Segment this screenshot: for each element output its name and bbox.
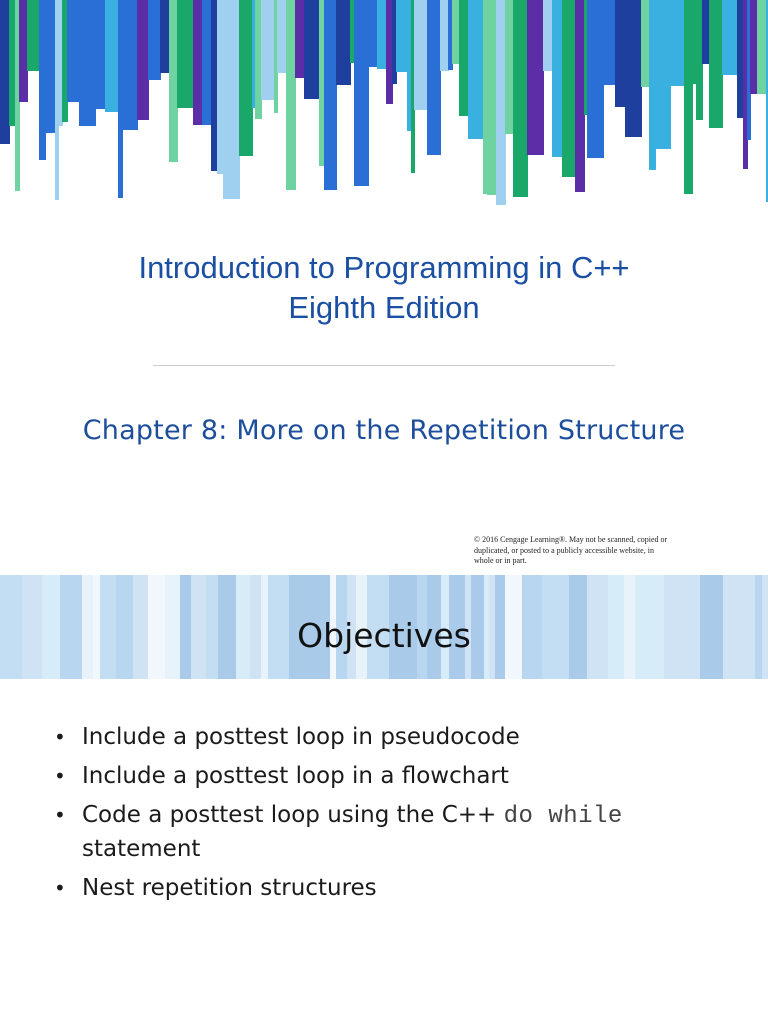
banner-stripe: [95, 0, 106, 109]
banner-stripe: [496, 0, 506, 205]
banner-stripe: [513, 0, 528, 197]
banner-stripe: [414, 0, 428, 110]
bullet-text: Code a posttest loop using the C++: [82, 802, 504, 828]
banner-stripe: [427, 0, 441, 155]
decorative-banner: [0, 0, 768, 215]
list-item: [52, 799, 732, 866]
bullet-text: Nest repetition structures: [82, 875, 377, 901]
banner-stripe: [0, 0, 10, 144]
bullet-icon: •: [54, 803, 66, 827]
bullet-text: Include a posttest loop in a flowchart: [82, 763, 509, 789]
banner-stripe: [396, 0, 408, 72]
banner-stripe: [9, 0, 16, 126]
banner-stripe: [160, 0, 170, 73]
banner-stripe: [354, 0, 369, 186]
banner-stripe: [459, 0, 469, 116]
objectives-list: [52, 721, 732, 911]
bullet-icon: •: [54, 876, 66, 900]
banner-stripe: [684, 0, 693, 194]
banner-stripe: [177, 0, 194, 108]
banner-stripe: [105, 0, 119, 112]
banner-stripe: [295, 0, 305, 78]
bullet-text-continued: statement: [82, 836, 201, 862]
banner-stripe: [169, 0, 178, 162]
banner-stripe: [39, 0, 46, 160]
banner-stripe: [324, 0, 337, 190]
copyright-notice: [474, 535, 694, 567]
banner-stripe: [527, 0, 544, 155]
banner-stripe: [696, 0, 703, 120]
banner-stripe: [505, 0, 514, 134]
copyright-line-1: © 2016 Cengage Learning®. May not be scanned, copied or: [474, 535, 668, 544]
banner-stripe: [702, 0, 710, 64]
banner-stripe: [709, 0, 723, 128]
banner-stripe: [304, 0, 320, 99]
banner-stripe: [377, 0, 387, 69]
bullet-icon: •: [54, 764, 66, 788]
copyright-line-2: duplicated, or posted to a publicly accessible website, in: [474, 545, 654, 555]
banner-stripe: [148, 0, 161, 80]
banner-stripe: [137, 0, 149, 120]
banner-stripe: [286, 0, 296, 190]
banner-stripe: [19, 0, 28, 102]
code-keyword: do while: [503, 803, 623, 830]
banner-stripe: [193, 0, 203, 125]
banner-stripe: [575, 0, 585, 192]
banner-stripe: [202, 0, 212, 125]
banner-stripe: [239, 0, 253, 156]
banner-stripe: [45, 0, 56, 133]
banner-stripe: [543, 0, 553, 71]
banner-stripe: [386, 0, 393, 104]
banner-stripe: [261, 0, 275, 100]
banner-stripe: [223, 0, 240, 199]
banner-stripe: [625, 0, 642, 137]
banner-stripe: [122, 0, 138, 130]
title-line-2: Eighth Edition: [288, 290, 480, 325]
banner-stripe: [277, 0, 287, 73]
title-line-1: Introduction to Programming in C++: [138, 250, 630, 285]
banner-stripe: [722, 0, 738, 75]
slide-title: [0, 248, 768, 328]
banner-stripe: [757, 0, 767, 94]
banner-stripe: [217, 0, 224, 174]
banner-stripe: [211, 0, 218, 171]
banner-stripe: [440, 0, 449, 71]
banner-stripe: [670, 0, 685, 86]
banner-stripe: [587, 0, 604, 158]
banner-stripe: [615, 0, 626, 107]
banner-stripe: [27, 0, 40, 71]
banner-stripe: [649, 0, 656, 170]
chapter-subtitle: Chapter 8: More on the Repetition Structure: [82, 415, 686, 446]
banner-stripe: [750, 0, 758, 94]
divider: [153, 365, 615, 366]
banner-stripe: [336, 0, 351, 85]
bullet-icon: •: [54, 725, 66, 749]
copyright-line-3: whole or in part.: [474, 556, 527, 565]
banner-stripe: [552, 0, 563, 157]
banner-stripe: [79, 0, 96, 126]
banner-stripe: [468, 0, 484, 139]
banner-stripe: [487, 0, 497, 195]
list-item: [52, 872, 732, 905]
banner-stripe: [603, 0, 616, 85]
banner-stripe: [655, 0, 671, 149]
objectives-title: Objectives: [297, 616, 471, 655]
banner-stripe: [737, 0, 744, 118]
banner-stripe: [641, 0, 650, 87]
list-item: [52, 760, 732, 793]
list-item: [52, 721, 732, 754]
objectives-slide: [0, 575, 768, 1024]
banner-stripe: [67, 0, 80, 102]
banner-stripe: [368, 0, 378, 67]
banner-stripe: [255, 0, 262, 119]
banner-stripe: [452, 0, 460, 64]
banner-stripe: [562, 0, 576, 177]
bullet-text: Include a posttest loop in pseudocode: [82, 724, 520, 750]
